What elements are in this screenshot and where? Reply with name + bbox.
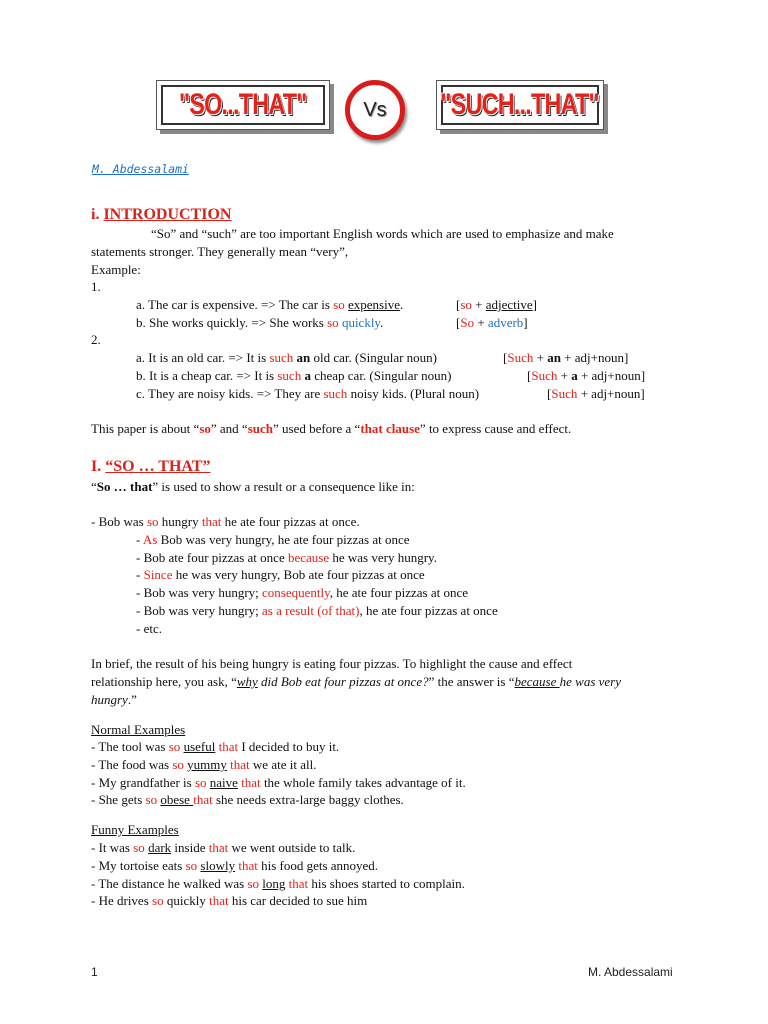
adjective-word: obese	[160, 792, 194, 807]
so-word: so	[172, 757, 184, 772]
text: +	[471, 297, 486, 312]
text: relationship here, you ask, “	[91, 674, 237, 689]
text: ]	[523, 315, 528, 330]
text: old car. (Singular noun)	[310, 350, 438, 365]
text: +	[557, 368, 572, 383]
brief-line-2	[91, 674, 621, 690]
text: he was very hungry.	[329, 550, 437, 565]
alt-because	[136, 550, 437, 566]
text: - My grandfather is	[91, 775, 195, 790]
so-word: so	[199, 421, 211, 436]
article-word: an	[547, 350, 561, 365]
adverb-word: quickly	[341, 315, 381, 330]
so-word: so	[194, 775, 207, 790]
intro-heading	[91, 205, 231, 225]
text: ” and “	[210, 421, 248, 436]
example-2a	[136, 350, 437, 366]
text: a. The car is expensive. => The car is	[136, 297, 334, 312]
intro-heading-text: INTRODUCTION	[103, 206, 232, 223]
intro-num-1: 1.	[91, 279, 101, 294]
so-that-term: So … that	[96, 479, 153, 494]
text: This paper is about “	[91, 421, 200, 436]
normal-example-3	[91, 775, 466, 791]
that-word: that	[208, 840, 229, 855]
text: ” the answer is “	[428, 674, 515, 689]
connector-word: As	[142, 532, 158, 547]
text: the whole family takes advantage of it.	[260, 775, 466, 790]
example-1b	[136, 315, 383, 331]
question-text: did Bob eat four pizzas at once?	[257, 674, 429, 689]
brief-line-3	[91, 692, 137, 708]
so-that-intro	[91, 479, 415, 495]
text: Bob was very hungry, he ate four pizzas at once	[157, 532, 410, 547]
text: - Bob ate four pizzas at once	[136, 550, 288, 565]
that-word: that	[230, 757, 250, 772]
intro-p2: statements stronger. They generally mean “very”,	[91, 244, 349, 259]
formula-2a	[503, 350, 628, 366]
such-word: Such	[507, 350, 534, 365]
so-word: so	[146, 514, 159, 529]
that-word: that	[288, 876, 309, 891]
that-word: that	[238, 858, 258, 873]
text: , he ate four pizzas at once	[359, 603, 498, 618]
adjective-word: dark	[148, 840, 172, 855]
formula-1b	[456, 315, 528, 331]
text: [	[547, 386, 552, 401]
text: +	[474, 315, 488, 330]
such-word: such	[247, 421, 273, 436]
normal-example-4	[91, 792, 404, 808]
text: a. It is an old car. => It is	[136, 350, 270, 365]
alt-as-a-result	[136, 603, 498, 619]
text: - Bob was very hungry;	[136, 585, 263, 600]
section-num: I.	[91, 458, 102, 475]
text: inside	[171, 840, 209, 855]
brief-line-1: In brief, the result of his being hungry is eating four pizzas. To highlight the cause and effect	[91, 656, 573, 671]
text: -	[136, 567, 144, 582]
text: quickly	[163, 893, 210, 908]
formula-2c	[547, 386, 645, 402]
connector-word: as a result (of that)	[262, 603, 360, 618]
text: - He drives	[91, 893, 153, 908]
text: his shoes started to complain.	[308, 876, 465, 891]
intro-p1: “So” and “such” are too important English words which are used to emphasize and make	[151, 226, 614, 241]
intro-example-label: Example:	[91, 262, 141, 277]
text: [	[527, 368, 532, 383]
adjective-word: useful	[183, 739, 216, 754]
text: ” used before a “	[272, 421, 361, 436]
funny-example-2	[91, 858, 378, 874]
text: b. She works quickly. => She works	[136, 315, 328, 330]
vs-label: Vs	[363, 98, 387, 121]
because-word: because	[514, 674, 560, 689]
normal-examples-heading: Normal Examples	[91, 722, 186, 737]
adjective-word: expensive	[348, 297, 400, 312]
such-word: such	[277, 368, 302, 383]
title-box-such-that	[436, 80, 604, 130]
normal-example-1	[91, 739, 339, 755]
connector-word: because	[287, 550, 330, 565]
text: + adj+noun]	[560, 350, 629, 365]
funny-example-4	[91, 893, 367, 909]
paper-summary	[91, 421, 571, 437]
text: “	[91, 479, 97, 494]
title-box-so-that	[156, 80, 330, 130]
page-number: 1	[91, 965, 98, 979]
section-heading-text: “SO … THAT”	[105, 458, 211, 475]
text: we ate it all.	[249, 757, 317, 772]
text: ” is used to show a result or a consequence like in:	[152, 479, 415, 494]
funny-example-3	[91, 876, 465, 892]
footer-author: M. Abdessalami	[588, 965, 673, 979]
adjective-word: adjective	[485, 297, 533, 312]
so-word: so	[247, 876, 259, 891]
so-word: so	[133, 840, 145, 855]
such-word: such	[269, 350, 294, 365]
so-word: so	[185, 858, 198, 873]
text: .”	[127, 692, 137, 707]
text: cheap car. (Singular noun)	[310, 368, 452, 383]
so-word: so	[327, 315, 339, 330]
that-word: that	[218, 739, 239, 754]
such-word: Such	[531, 368, 558, 383]
so-word: so	[152, 893, 164, 908]
text: [	[456, 297, 461, 312]
title-so-that: "SO...THAT"	[179, 88, 307, 121]
text: ]	[532, 297, 538, 312]
text: - My tortoise eats	[91, 858, 186, 873]
article-word: a	[571, 368, 578, 383]
bob-sentence	[91, 514, 360, 530]
text: [	[503, 350, 508, 365]
text: - The tool was	[91, 739, 169, 754]
that-word: that	[193, 792, 213, 807]
so-word: so	[333, 297, 345, 312]
text: hungry	[158, 514, 202, 529]
article-word: a	[304, 368, 311, 383]
alt-etc: - etc.	[136, 621, 162, 636]
answer-text: hungry	[91, 692, 128, 707]
intro-heading-num: i.	[91, 206, 100, 223]
adverb-word: adverb	[487, 315, 524, 330]
intro-num-2: 2.	[91, 332, 101, 347]
formula-1a	[456, 297, 537, 313]
adjective-word: yummy	[187, 757, 227, 772]
text: noisy kids. (Plural noun)	[347, 386, 480, 401]
answer-text: he was very	[559, 674, 622, 689]
vs-badge	[345, 80, 405, 140]
that-word: that	[241, 775, 261, 790]
text: - Bob was	[91, 514, 147, 529]
text: - It was	[91, 840, 134, 855]
text: , he ate four pizzas at once	[329, 585, 468, 600]
funny-examples-heading: Funny Examples	[91, 822, 179, 837]
connector-word: consequently	[262, 585, 330, 600]
text: - She gets	[91, 792, 146, 807]
text: [	[456, 315, 461, 330]
author-link[interactable]: M. Abdessalami	[92, 162, 189, 176]
text: I decided to buy it.	[238, 739, 340, 754]
example-2b	[136, 368, 451, 384]
such-word: such	[323, 386, 348, 401]
so-word: so	[460, 297, 472, 312]
funny-example-1	[91, 840, 355, 856]
adverb-word: slowly	[200, 858, 236, 873]
formula-2b	[527, 368, 645, 384]
text: .	[380, 315, 384, 330]
text: ” to express cause and effect.	[419, 421, 572, 436]
such-word: Such	[551, 386, 578, 401]
alt-consequently	[136, 585, 468, 601]
text: his car decided to sue him	[228, 893, 368, 908]
text: - The distance he walked was	[91, 876, 248, 891]
text: we went outside to talk.	[228, 840, 356, 855]
that-word: that	[209, 893, 229, 908]
title-such-that: "SUCH...THAT"	[440, 88, 600, 121]
text: he was very hungry, Bob ate four pizzas at once	[172, 567, 425, 582]
example-1a	[136, 297, 403, 313]
text: .	[400, 297, 404, 312]
section-so-that-heading	[91, 457, 210, 477]
text: + adj+noun]	[577, 368, 646, 383]
text: c. They are noisy kids. => They are	[136, 386, 324, 401]
text: his food gets annoyed.	[257, 858, 379, 873]
so-word: so	[145, 792, 158, 807]
example-2c	[136, 386, 479, 402]
adjective-word: long	[262, 876, 286, 891]
text: -	[136, 532, 143, 547]
connector-word: Since	[143, 567, 173, 582]
so-word: so	[168, 739, 181, 754]
text: she needs extra-large baggy clothes.	[212, 792, 404, 807]
text: he ate four pizzas at once.	[221, 514, 360, 529]
normal-example-2	[91, 757, 316, 773]
alt-as	[136, 532, 410, 548]
that-word: that	[201, 514, 222, 529]
text: - The food was	[91, 757, 173, 772]
text: b. It is a cheap car. => It is	[136, 368, 278, 383]
so-word: So	[460, 315, 475, 330]
adjective-word: naive	[209, 775, 238, 790]
text: +	[533, 350, 548, 365]
text: + adj+noun]	[577, 386, 645, 401]
article-word: an	[296, 350, 311, 365]
alt-since	[136, 567, 425, 583]
text: - Bob was very hungry;	[136, 603, 263, 618]
that-clause-word: that clause	[360, 421, 420, 436]
question-word: why	[236, 674, 258, 689]
